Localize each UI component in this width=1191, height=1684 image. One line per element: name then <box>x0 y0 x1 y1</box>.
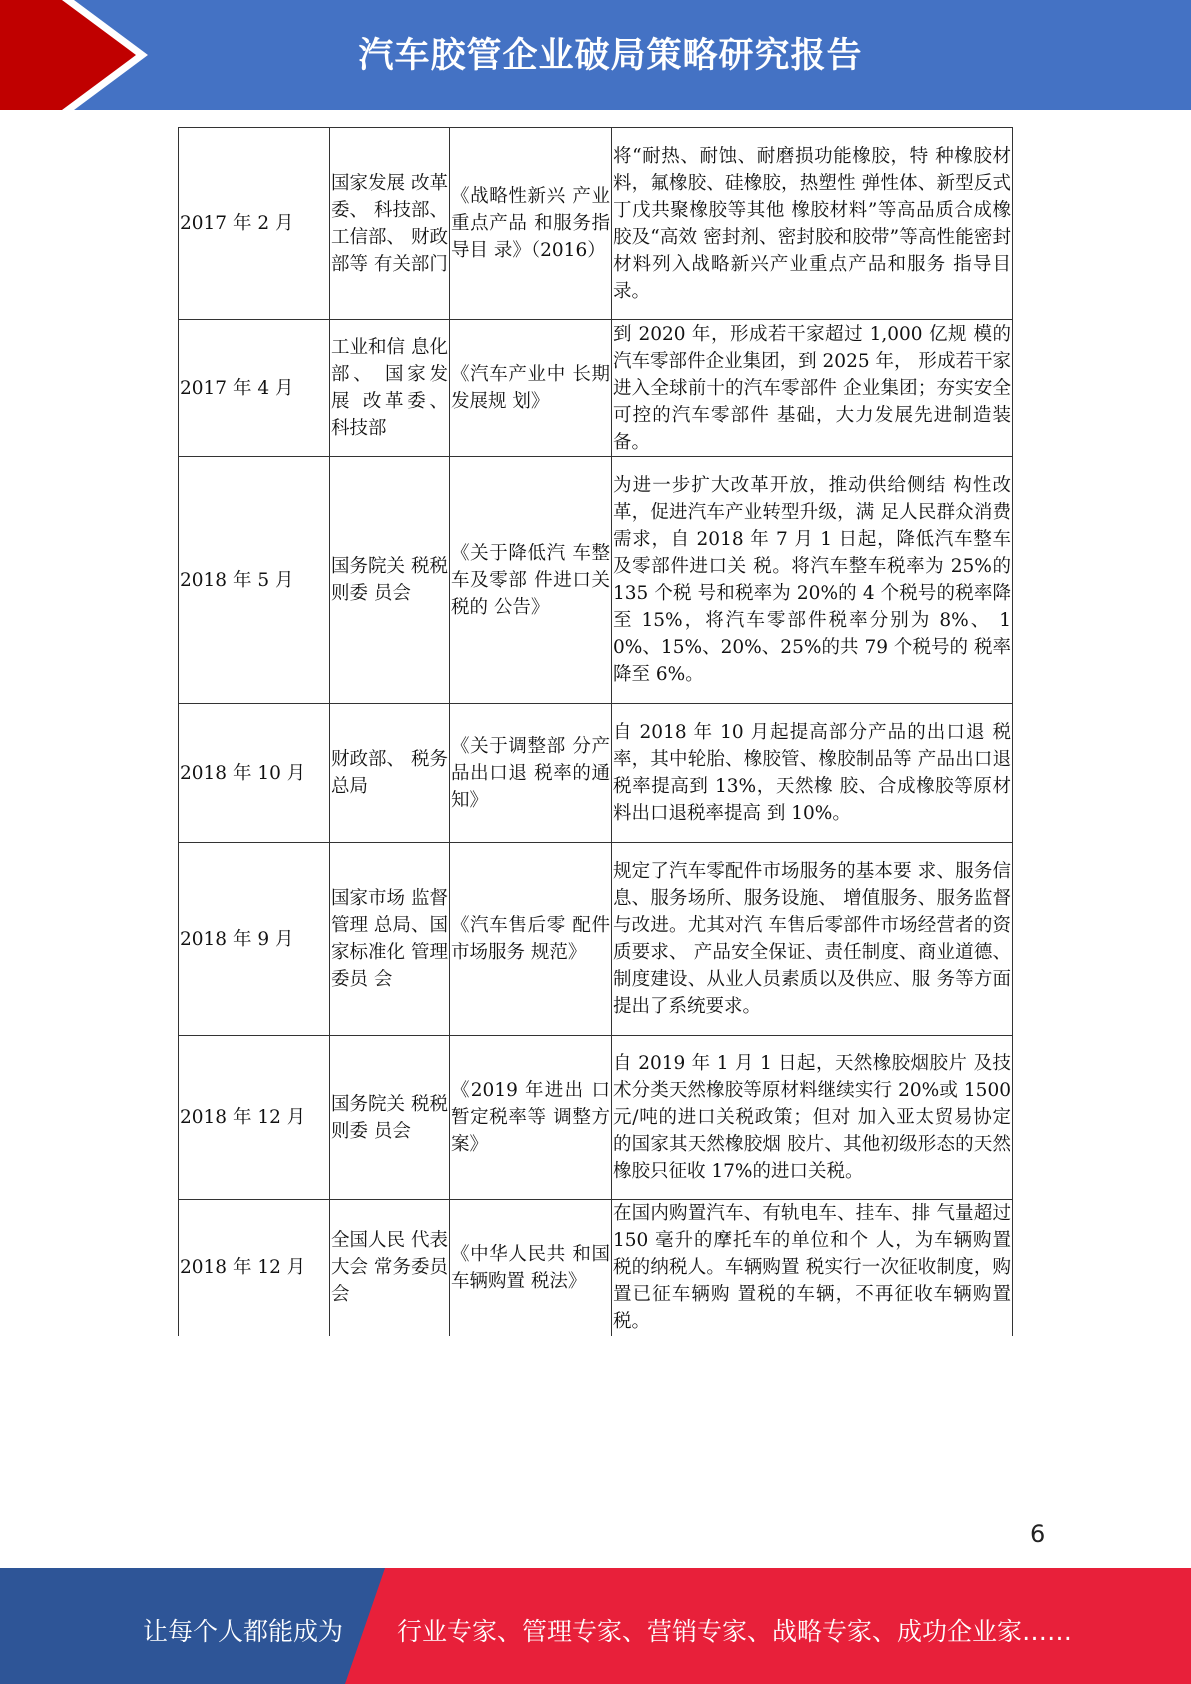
cell-department: 国家市场 监督管理 总局、国 家标准化 管理委员 会 <box>330 843 450 1036</box>
cell-date: 2017 年 2 月 <box>179 128 330 320</box>
cell-content: 在国内购置汽车、有轨电车、挂车、排 气量超过 150 毫升的摩托车的单位和个 人，为车辆购置税的纳税人。车辆购置 税实行一次征收制度，购置已征车辆购 置税的车辆，不再征收车辆购置税。 <box>612 1200 1013 1336</box>
page-number: 6 <box>1030 1520 1046 1548</box>
table-row <box>179 128 1013 320</box>
cell-content: 为进一步扩大改革开放，推动供给侧结 构性改革，促进汽车产业转型升级，满 足人民群众消费需求，自 2018 年 7 月 1 日起，降低汽车整车及零部件进口关 税。将汽车整车税率为 25%的 135 个税 号和税率为 20%的 4 个税号的税率降至 15%，将汽车零部件税率分别为 8%、 10%、15%、20%、25%的共 79 个税号的 税率降至 6%。 <box>612 457 1013 704</box>
policy-table <box>178 127 1013 1336</box>
cell-document: 《汽车产业中 长期发展规 划》 <box>450 320 612 457</box>
cell-department: 国家发展 改革委、 科技部、 工信部、 财政部等 有关部门 <box>330 128 450 320</box>
cell-date: 2018 年 5 月 <box>179 457 330 704</box>
cell-department: 全国人民 代表大会 常务委员 会 <box>330 1200 450 1336</box>
cell-content: 自 2019 年 1 月 1 日起，天然橡胶烟胶片 及技术分类天然橡胶等原材料继续实行 20%或 1500 元/吨的进口关税政策；但对 加入亚太贸易协定的国家其天然橡胶烟 胶片、其他初级形态的天然橡胶只征收 17%的进口关税。 <box>612 1036 1013 1200</box>
cell-department: 国务院关 税税则委 员会 <box>330 1036 450 1200</box>
footer-slogan-right: 行业专家、管理专家、营销专家、战略专家、成功企业家…… <box>397 1617 1073 1646</box>
table-row <box>179 704 1013 843</box>
cell-document: 《战略性新兴 产业重点产品 和服务指导目 录》（2016） <box>450 128 612 320</box>
cell-content: 自 2018 年 10 月起提高部分产品的出口退 税率，其中轮胎、橡胶管、橡胶制品等 产品出口退税率提高到 13%，天然橡 胶、合成橡胶等原材料出口退税率提高 到 10%。 <box>612 704 1013 843</box>
cell-content: 到 2020 年，形成若干家超过 1,000 亿规 模的汽车零部件企业集团，到 2025 年， 形成若干家进入全球前十的汽车零部件 企业集团；夯实安全可控的汽车零部件 基础，大力发展先进制造装备。 <box>612 320 1013 457</box>
cell-document: 《汽车售后零 配件市场服务 规范》 <box>450 843 612 1036</box>
cell-document: 《关于调整部 分产品出口退 税率的通知》 <box>450 704 612 843</box>
cell-document: 《2019 年进出 口暂定税率等 调整方案》 <box>450 1036 612 1200</box>
cell-document: 《关于降低汽 车整车及零部 件进口关税的 公告》 <box>450 457 612 704</box>
table-row <box>179 1200 1013 1336</box>
cell-content: 规定了汽车零配件市场服务的基本要 求、服务信息、服务场所、服务设施、 增值服务、服务监督与改进。尤其对汽 车售后零部件市场经营者的资质要求、 产品安全保证、责任制度、商业道德、 制度建设、从业人员素质以及供应、服 务等方面提出了系统要求。 <box>612 843 1013 1036</box>
cell-date: 2017 年 4 月 <box>179 320 330 457</box>
page-header <box>0 0 1191 110</box>
cell-department: 财政部、 税务总局 <box>330 704 450 843</box>
page-footer <box>0 1568 1191 1684</box>
cell-date: 2018 年 10 月 <box>179 704 330 843</box>
cell-date: 2018 年 12 月 <box>179 1036 330 1200</box>
cell-department: 工业和信 息化部、 国家发 展 改革委、 科技部 <box>330 320 450 457</box>
table-row <box>179 457 1013 704</box>
report-title: 汽车胶管企业破局策略研究报告 <box>358 36 863 76</box>
cell-department: 国务院关 税税则委 员会 <box>330 457 450 704</box>
cell-date: 2018 年 12 月 <box>179 1200 330 1336</box>
cell-document: 《中华人民共 和国车辆购置 税法》 <box>450 1200 612 1336</box>
table-row <box>179 843 1013 1036</box>
cell-date: 2018 年 9 月 <box>179 843 330 1036</box>
cell-content: 将“耐热、耐蚀、耐磨损功能橡胶，特 种橡胶材料，氟橡胶、硅橡胶，热塑性 弹性体、新型反式丁戊共聚橡胶等其他 橡胶材料”等高品质合成橡胶及“高效 密封剂、密封胶和胶带”等高性能密封 材料列入战略新兴产业重点产品和服务 指导目录。 <box>612 128 1013 320</box>
footer-slogan-left: 让每个人都能成为 <box>143 1617 344 1646</box>
table-row <box>179 1036 1013 1200</box>
table-row <box>179 320 1013 457</box>
